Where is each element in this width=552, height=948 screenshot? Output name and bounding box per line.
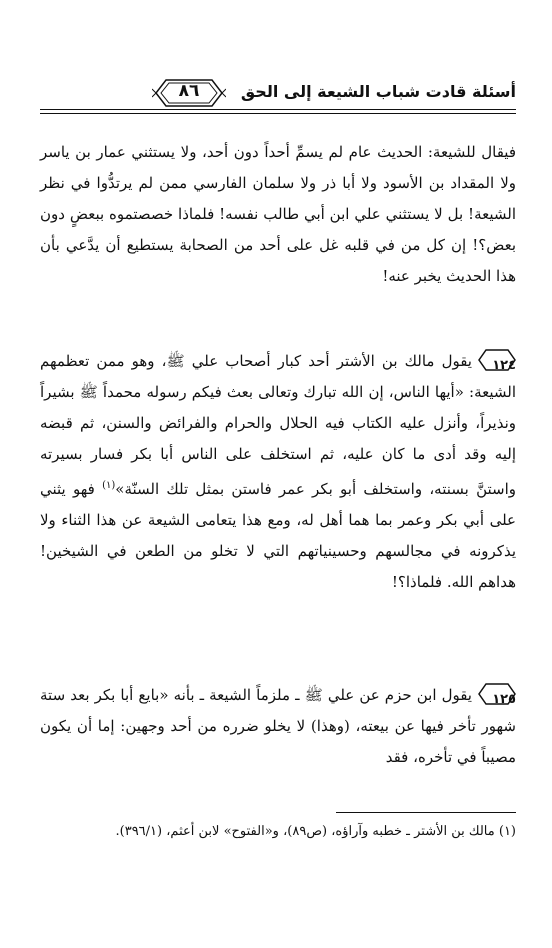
running-header xyxy=(40,76,516,118)
paragraph-124 xyxy=(40,346,516,598)
item-number: ١٢٤ xyxy=(492,358,516,373)
page-number-ornament xyxy=(152,78,226,108)
footnote-reference[interactable]: (١) xyxy=(102,480,116,491)
item-number: ١٢٥ xyxy=(492,692,516,707)
paragraph-text: يقول مالك بن الأشتر أحد كبار أصحاب علي ﷺ، وهو ممن تعظمهم الشيعة: «أيها الناس، إن الله تبارك وتعالى بعث فيكم رسوله محمداً ﷺ بشيراً ونذيراً، وأنزل عليه الكتاب فيه الحلال والحرام والفرائض والسنن، ثم قبضه إليه وقد أدى ما كان عليه، ثم استخلف على الناس أبا بكر فسار بسيرته واستنَّ بسنته، واستخلف أبو بكر عمر فاستن بمثل تلك السنّة» xyxy=(40,352,516,498)
item-number-badge xyxy=(478,683,516,705)
paragraph-1: فيقال للشيعة: الحديث عام لم يسمِّ أحداً دون أحد، ولا يستثني عمار بن ياسر ولا المقداد بن الأسود ولا أبا ذر ولا سلمان الفارسي ممن لم يرتدُّوا في نظر الشيعة! بل لا يستثني علي ابن أبي طالب نفسه! فلماذا خصصتموه ببعضٍ دون بعض؟! إن كل من في قلبه غل على أحد من الصحابة يستطيع أن يدَّعي بأن هذا الحديث يخبر عنه! xyxy=(40,143,516,285)
paragraph-125 xyxy=(40,680,516,773)
header-title: أسئلة قادت شباب الشيعة إلى الحق xyxy=(240,82,516,101)
page-number: ٨٦ xyxy=(178,81,200,101)
item-number-badge xyxy=(478,349,516,371)
header-rule-thin xyxy=(40,113,516,114)
paragraph-text: يقول ابن حزم عن علي ﷺ ـ ملزماً الشيعة ـ بأنه «بايع أبا بكر بعد ستة شهور تأخر فيها عن بيعته، (وهذا) لا يخلو ضرره من أحد وجهين: إما أن يكون مصيباً في تأخره، فقد xyxy=(40,686,516,766)
paragraph-text-continued: فهو يثني على أبي بكر وعمر بما هما أهل له، ومع هذا يتعامى الشيعة عن هذا الثناء ولا يذكرونه في مجالسهم وحسينياتهم التي لا تخلو من الطعن في الشيخين! هداهم الله. فلماذا؟! xyxy=(40,480,516,591)
header-rule xyxy=(40,109,516,110)
footnote: (١) مالك بن الأشتر ـ خطبه وآراؤه، (ص٨٩)، و«الفتوح» لابن أعثم، (٣٩٦/١). xyxy=(115,824,516,839)
footnote-divider xyxy=(336,812,516,813)
